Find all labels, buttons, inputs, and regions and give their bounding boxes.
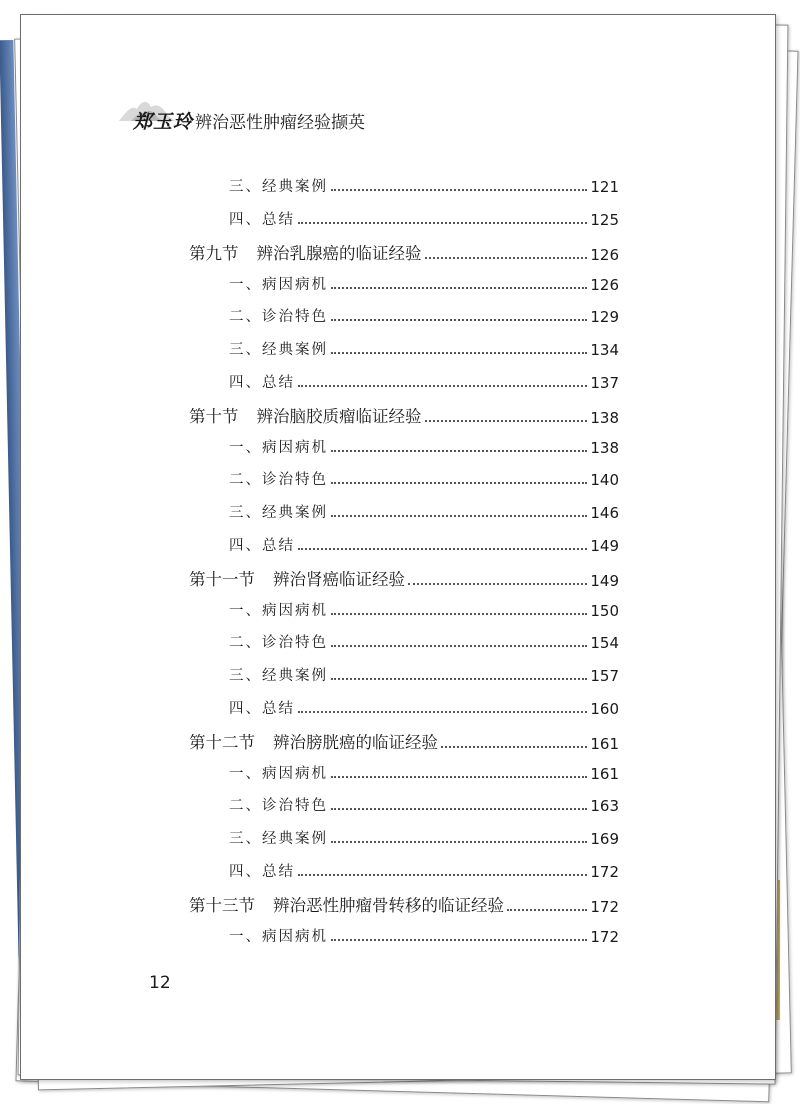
toc-page-number: 172 (590, 898, 619, 917)
toc-page-number: 163 (590, 797, 619, 816)
toc-entry-title: 三、经典案例 (229, 505, 328, 521)
toc-dot-leader (331, 352, 587, 354)
toc-dot-leader (408, 583, 587, 585)
toc-section-row[interactable] (189, 403, 619, 427)
toc-entry-title: 二、诊治特色 (229, 309, 328, 326)
toc-subsection-row[interactable] (229, 534, 619, 555)
toc-section-number: 第十一节 (189, 570, 255, 590)
toc-page-number: 134 (590, 341, 619, 359)
toc-dot-leader (507, 909, 587, 911)
header-book-title: 辨治恶性肿瘤经验撷英 (195, 113, 366, 133)
toc-page-number: 154 (590, 634, 619, 653)
toc-page-number: 157 (590, 667, 619, 685)
toc-dot-leader (331, 482, 587, 484)
toc-dot-leader (298, 874, 587, 876)
toc-dot-leader (298, 711, 587, 713)
toc-subsection-row[interactable] (229, 436, 619, 457)
toc-section-title: 辨治肾癌临证经验 (273, 570, 405, 590)
toc-page-number: 138 (590, 438, 619, 457)
toc-dot-leader (298, 222, 587, 224)
toc-dot-leader (298, 548, 587, 550)
toc-dot-leader (331, 808, 587, 810)
toc-dot-leader (331, 515, 587, 517)
toc-entry-title (189, 566, 405, 590)
toc-page-number: 161 (590, 735, 619, 754)
toc-section-row[interactable] (189, 240, 619, 264)
toc-page-number: 161 (590, 764, 619, 783)
toc-entry-title (189, 240, 422, 264)
toc-page-number: 126 (590, 275, 619, 294)
toc-dot-leader (425, 257, 588, 259)
toc-subsection-row[interactable] (229, 468, 619, 489)
toc-entry-title: 三、经典案例 (229, 831, 328, 847)
toc-entry-title: 三、经典案例 (229, 342, 328, 358)
page-number: 12 (149, 973, 171, 993)
toc-subsection-row[interactable] (229, 631, 619, 652)
toc-subsection-row[interactable] (229, 371, 619, 392)
toc-page-number: 172 (590, 862, 619, 881)
toc-page-number: 149 (590, 536, 619, 555)
toc-entry-title: 一、病因病机 (229, 765, 328, 782)
toc-entry-title: 一、病因病机 (229, 276, 328, 293)
toc-subsection-row[interactable] (229, 208, 619, 229)
toc-subsection-row[interactable] (229, 305, 619, 326)
toc-entry-title: 三、经典案例 (229, 179, 328, 195)
toc-section-number: 第十三节 (189, 896, 255, 916)
toc-page-number: 140 (590, 471, 619, 490)
toc-page-number: 121 (590, 178, 619, 196)
toc-section-title: 辨治脑胶质瘤临证经验 (256, 407, 422, 427)
toc-page-number: 126 (590, 246, 619, 265)
toc-page-number: 149 (590, 572, 619, 591)
toc-entry-title (189, 729, 438, 753)
toc-page-number: 125 (590, 210, 619, 229)
toc-page-number: 146 (590, 504, 619, 522)
running-header (133, 107, 365, 137)
toc-entry-title: 二、诊治特色 (229, 472, 328, 489)
toc-entry-title: 四、总结 (229, 863, 295, 880)
toc-subsection-row[interactable] (229, 762, 619, 783)
toc-subsection-row[interactable] (229, 338, 619, 359)
toc-section-title: 辨治膀胱癌的临证经验 (273, 733, 438, 753)
toc-dot-leader (331, 841, 587, 843)
toc-dot-leader (331, 189, 587, 191)
toc-page-number: 129 (590, 308, 619, 327)
toc-subsection-row[interactable] (229, 664, 619, 685)
toc-subsection-row[interactable] (229, 860, 619, 881)
toc-page-number: 172 (590, 927, 619, 946)
toc-subsection-row[interactable] (229, 501, 619, 522)
toc-dot-leader (298, 385, 587, 387)
toc-subsection-row[interactable] (229, 925, 619, 946)
toc-entry-title: 二、诊治特色 (229, 798, 328, 815)
toc-dot-leader (441, 746, 587, 748)
toc-subsection-row[interactable] (229, 273, 619, 294)
toc-entry-title: 四、总结 (229, 374, 295, 391)
toc-entry-title: 一、病因病机 (229, 439, 328, 456)
toc-subsection-row[interactable] (229, 175, 619, 196)
toc-page-number: 150 (590, 601, 619, 620)
toc-dot-leader (331, 645, 587, 647)
toc-section-row[interactable] (189, 729, 619, 753)
toc-entry-title (189, 892, 504, 916)
toc-section-number: 第九节 (189, 244, 239, 264)
header-author: 郑玉玲 (133, 111, 194, 133)
toc-section-number: 第十节 (189, 407, 239, 427)
toc-dot-leader (331, 450, 587, 452)
toc-entry-title: 二、诊治特色 (229, 635, 328, 652)
toc-page-number: 160 (590, 699, 619, 718)
book-page (20, 14, 776, 1080)
toc-section-title: 辨治恶性肿瘤骨转移的临证经验 (273, 896, 504, 916)
toc-dot-leader (425, 420, 588, 422)
toc-subsection-row[interactable] (229, 599, 619, 620)
toc-section-row[interactable] (189, 892, 619, 916)
toc-page-number: 169 (590, 830, 619, 848)
toc-entry-title: 四、总结 (229, 537, 295, 554)
toc-entry-title: 一、病因病机 (229, 928, 328, 945)
toc-entry-title (189, 403, 422, 427)
toc-dot-leader (331, 939, 587, 941)
toc-section-number: 第十二节 (189, 733, 255, 753)
toc-entry-title: 四、总结 (229, 211, 295, 228)
toc-subsection-row[interactable] (229, 827, 619, 848)
toc-dot-leader (331, 678, 587, 680)
toc-subsection-row[interactable] (229, 794, 619, 815)
toc-subsection-row[interactable] (229, 697, 619, 718)
toc-section-row[interactable] (189, 566, 619, 590)
toc-entry-title: 四、总结 (229, 700, 295, 717)
toc-dot-leader (331, 319, 587, 321)
toc-section-title: 辨治乳腺癌的临证经验 (256, 244, 422, 264)
toc-entry-title: 一、病因病机 (229, 602, 328, 619)
toc-dot-leader (331, 613, 587, 615)
toc-dot-leader (331, 776, 587, 778)
toc-entry-title: 三、经典案例 (229, 668, 328, 684)
toc-page-number: 137 (590, 373, 619, 392)
toc-page-number: 138 (590, 409, 619, 428)
toc-dot-leader (331, 287, 587, 289)
